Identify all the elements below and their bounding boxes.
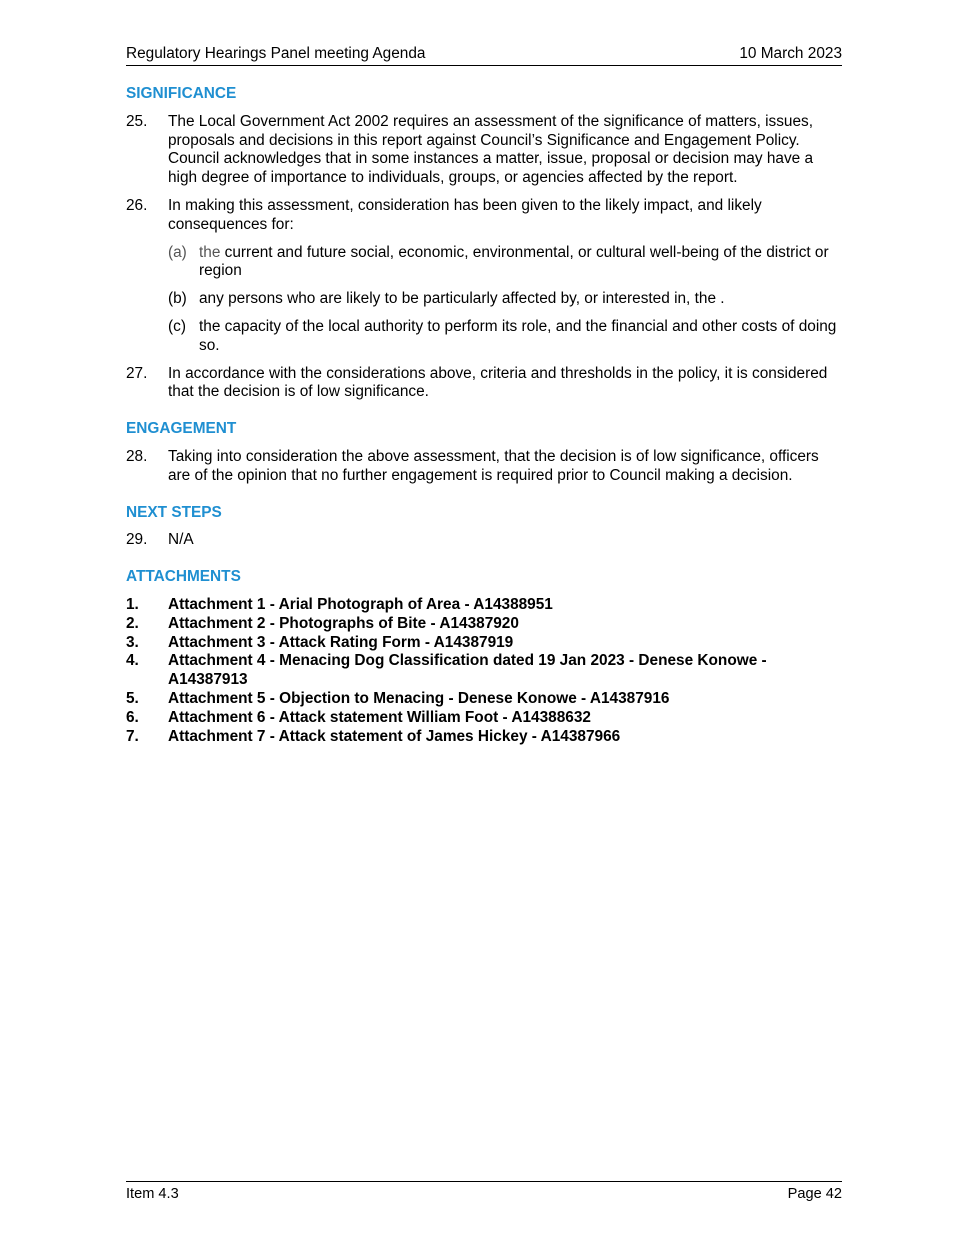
attachment-text: Attachment 1 - Arial Photograph of Area - A14388951 — [168, 595, 553, 613]
section-spacer — [126, 495, 842, 504]
attachment-item — [126, 634, 842, 653]
attachment-item — [126, 709, 842, 728]
section-spacer — [126, 411, 842, 420]
attachment-text: Attachment 6 - Attack statement William Foot - A14388632 — [168, 708, 591, 726]
attachment-number: 4. — [126, 652, 139, 670]
section-heading-significance: SIGNIFICANCE — [126, 85, 237, 102]
paragraph-29 — [126, 531, 842, 550]
attachment-number: 5. — [126, 689, 139, 707]
attachment-item — [126, 690, 842, 709]
paragraph-27 — [126, 365, 842, 403]
attachments-list — [126, 596, 842, 746]
section-heading-next-steps: NEXT STEPS — [126, 503, 222, 521]
attachment-text: Attachment 2 - Photographs of Bite - A14387920 — [168, 614, 519, 632]
section-spacer — [126, 559, 842, 568]
sub-item-c — [126, 318, 842, 356]
document-date: 10 March 2023 — [739, 45, 842, 62]
sub-item-text: current and future social, economic, environmental, or cultural well-being of the district or region — [199, 243, 829, 280]
sub-item-letter: (b) — [168, 290, 187, 308]
paragraph-number: 28. — [126, 447, 148, 465]
attachment-item — [126, 596, 842, 615]
attachment-item — [126, 728, 842, 747]
sub-item-text: the capacity of the local authority to perform its role, and the financial and other costs of doing so. — [199, 317, 837, 354]
paragraph-number: 29. — [126, 531, 148, 549]
section-heading-engagement: ENGAGEMENT — [126, 420, 237, 438]
attachment-number: 3. — [126, 633, 139, 651]
attachment-text: Attachment 4 - Menacing Dog Classification dated 19 Jan 2023 - Denese Konowe - A14387913 — [168, 652, 767, 689]
sub-item-text: any persons who are likely to be particularly affected by, or interested in, the . — [199, 290, 725, 308]
sub-item-b — [126, 290, 842, 309]
attachment-text: Attachment 7 - Attack statement of James Hickey - A14387966 — [168, 727, 621, 745]
sub-item-letter: (c) — [168, 317, 186, 335]
paragraph-25 — [126, 113, 842, 188]
paragraph-text: The Local Government Act 2002 requires an assessment of the significance of matters, issues, proposals and decisions in this report against Council’s Significance and Engagement Policy. Council acknowledges that in some instances a matter, issue, proposal or decision may have a high degree of importance to individuals, groups, or agencies affected by the report. — [168, 112, 814, 187]
paragraph-number: 25. — [126, 112, 148, 130]
paragraph-number: 27. — [126, 364, 148, 382]
paragraph-text: N/A — [168, 531, 194, 549]
paragraph-text: Taking into consideration the above assessment, that the decision is of low significance, officers are of the opinion that no further engagement is required prior to Council making a decision. — [168, 447, 819, 484]
attachment-item — [126, 615, 842, 634]
paragraph-text: In accordance with the considerations above, criteria and thresholds in the policy, it is considered that the decision is of low significance. — [168, 364, 828, 401]
attachment-number: 1. — [126, 595, 139, 613]
section-heading-attachments: ATTACHMENTS — [126, 568, 241, 586]
document-title: Regulatory Hearings Panel meeting Agenda — [126, 45, 426, 62]
document-body — [126, 85, 842, 746]
attachment-item — [126, 652, 842, 690]
page-header — [126, 45, 842, 66]
page-number: Page 42 — [787, 1186, 842, 1202]
page-footer — [126, 1181, 842, 1202]
sub-item-lead: the — [199, 243, 221, 261]
paragraph-28 — [126, 448, 842, 486]
attachment-number: 2. — [126, 614, 139, 632]
sub-item-letter: (a) — [168, 243, 187, 261]
paragraph-text: In making this assessment, consideration has been given to the likely impact, and likely consequences for: — [168, 196, 762, 233]
attachment-text: Attachment 5 - Objection to Menacing - Denese Konowe - A14387916 — [168, 689, 670, 707]
attachment-text: Attachment 3 - Attack Rating Form - A14387919 — [168, 633, 514, 651]
attachment-number: 7. — [126, 727, 139, 745]
paragraph-26 — [126, 197, 842, 235]
item-number: Item 4.3 — [126, 1186, 179, 1202]
sub-item-a — [126, 244, 842, 282]
attachment-number: 6. — [126, 708, 139, 726]
paragraph-number: 26. — [126, 196, 148, 214]
